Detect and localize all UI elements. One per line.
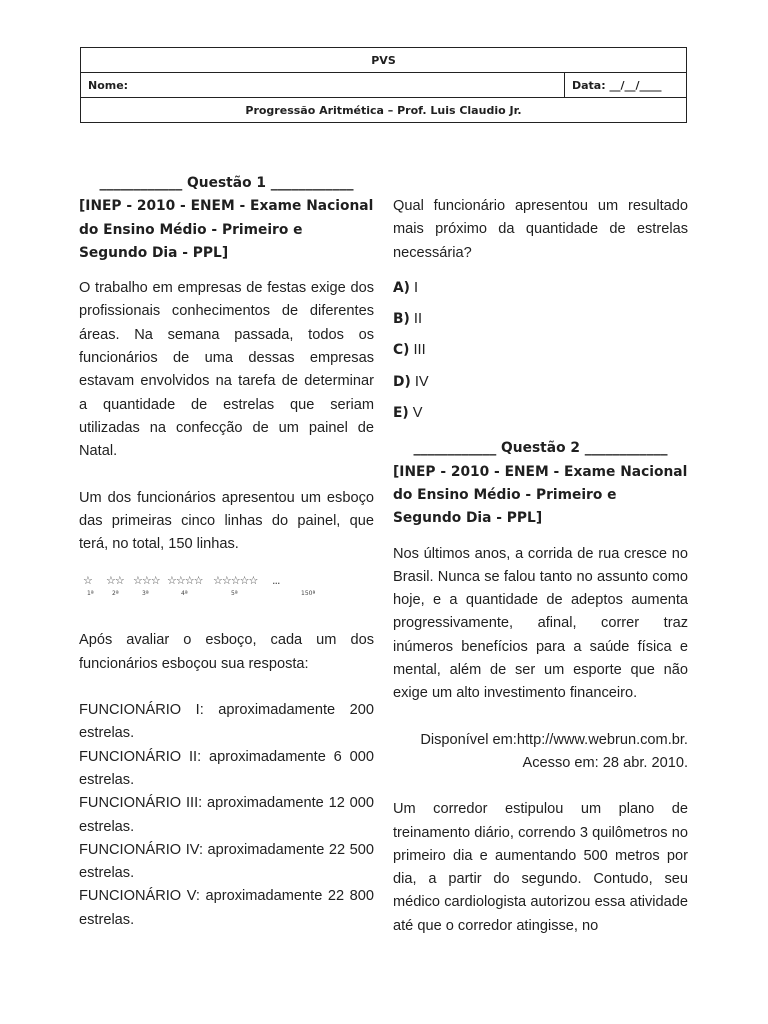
star-row-label: 2ª (112, 590, 119, 598)
question-1-paragraph: Após avaliar o esboço, cada um dos funcionários esboçou sua resposta: (79, 632, 374, 672)
name-field: Nome: (81, 73, 565, 98)
question-2-heading: ____________ Questão 2 ____________ (413, 440, 668, 457)
question-2-source: [INEP - 2010 - ENEM - Exame Nacional do Ensino Médio - Primeiro e Segundo Dia - PPL] (393, 463, 688, 527)
option-text: IV (414, 373, 429, 390)
option-letter: D) (393, 373, 411, 390)
option-letter: B) (393, 311, 410, 328)
question-1-heading: ____________ Questão 1 ____________ (99, 175, 354, 191)
question-1-source: [INEP - 2010 - ENEM - Exame Nacional do Ensino Médio - Primeiro e Segundo Dia - PPL] (79, 198, 374, 261)
option-text: II (413, 311, 422, 328)
option-c[interactable] (393, 339, 688, 362)
answer-item: FUNCIONÁRIO IV: aproximadamente 22 500 estrelas. (79, 841, 374, 882)
option-letter: C) (393, 342, 410, 359)
question-2-paragraph: Nos últimos anos, a corrida de rua cresce no Brasil. Nunca se falou tanto no assunto como hoje, e a quantidade de adeptos aumenta progressivamente, afinal, correr traz inúmeros benefícios para a saúde física e mental, além de ser um esporte que não exige um alto investimento financeiro. (393, 545, 688, 702)
star-row-3: ☆☆☆ (133, 574, 160, 588)
star-row-ellipsis: ... (272, 574, 280, 588)
option-text: V (412, 405, 423, 422)
option-text: I (414, 279, 419, 296)
answer-item: FUNCIONÁRIO I: aproximadamente 200 estrelas. (79, 702, 374, 742)
question-1-paragraph: Um dos funcionários apresentou um esboço das primeiras cinco linhas do painel, que terá, no total, 150 linhas. (79, 489, 374, 553)
option-text: III (413, 342, 426, 359)
subject-title: Progressão Aritmética – Prof. Luis Claudio Jr. (81, 98, 687, 123)
option-letter: A) (393, 279, 410, 296)
citation-access: Acesso em: 28 abr. 2010. (522, 754, 688, 771)
options-list (393, 277, 688, 425)
star-row-label: 3ª (142, 590, 149, 598)
option-letter: E) (393, 405, 409, 422)
left-column (79, 172, 374, 932)
question-1-prompt: Qual funcionário apresentou um resultado mais próximo da quantidade de estrelas necessária? (393, 198, 688, 261)
citation (393, 729, 688, 776)
answer-item: FUNCIONÁRIO V: aproximadamente 22 800 estrelas. (79, 888, 374, 928)
right-column (393, 195, 688, 938)
star-row-5: ☆☆☆☆☆ (213, 574, 258, 588)
question-1-paragraph: O trabalho em empresas de festas exige dos profissionais conhecimentos de diferentes áreas. Na semana passada, todos os funcionários de uma dessas empresas estavam envolvidos na tarefa de determinar a quantidade de estrelas que seriam utilizadas na confecção de um painel de Natal. (79, 280, 374, 460)
date-field: Data: __/__/____ (565, 73, 687, 98)
option-b[interactable] (393, 308, 688, 331)
school-name: PVS (81, 48, 687, 73)
star-row-label: 1ª (87, 590, 94, 598)
header-table (80, 47, 687, 123)
answer-item: FUNCIONÁRIO II: aproximadamente 6 000 estrelas. (79, 748, 374, 788)
option-d[interactable] (393, 371, 688, 394)
star-row-label: 4ª (181, 590, 188, 598)
star-sketch (79, 574, 374, 629)
question-2-paragraph: Um corredor estipulou um plano de treinamento diário, correndo 3 quilômetros no primeiro dia e aumentando 500 metros por dia, a partir do segundo. Contudo, seu médico cardiologista autorizou essa atividade até que o corredor atingisse, no (393, 801, 688, 934)
star-row-4: ☆☆☆☆ (167, 574, 203, 588)
answer-item: FUNCIONÁRIO III: aproximadamente 12 000 estrelas. (79, 795, 374, 835)
answers-list (79, 699, 374, 932)
star-row-1: ☆ (83, 574, 92, 588)
star-row-label: 5ª (231, 590, 238, 598)
option-e[interactable] (393, 402, 688, 425)
star-row-2: ☆☆ (106, 574, 124, 588)
option-a[interactable] (393, 277, 688, 300)
citation-source: Disponível em:http://www.webrun.com.br. (420, 731, 688, 748)
star-row-label: 150ª (301, 590, 316, 598)
